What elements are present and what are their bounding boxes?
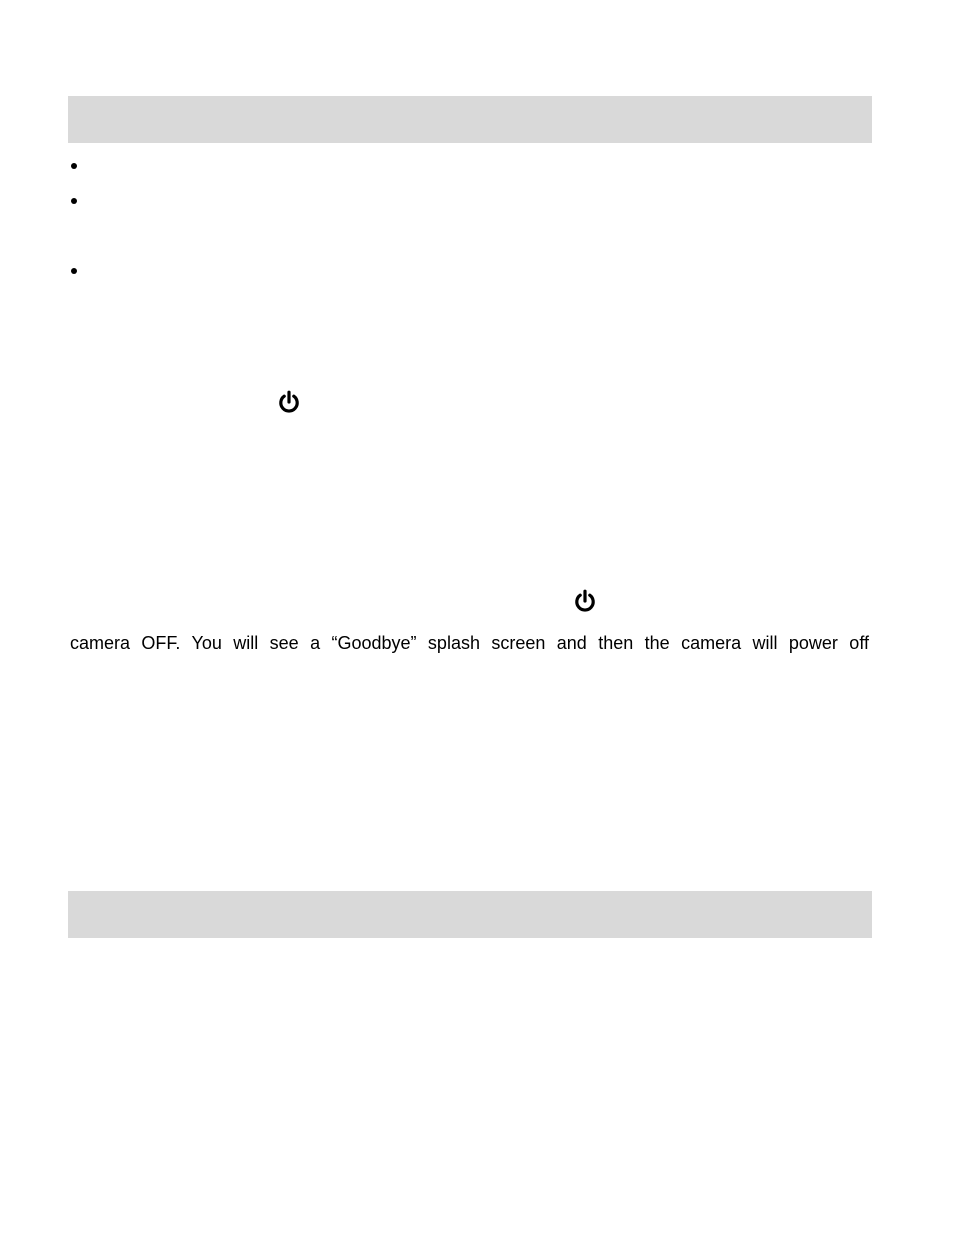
power-icon [276,389,302,415]
section-header-band-bottom [68,891,872,938]
paragraph-line: camera OFF. You will see a “Goodbye” splash screen and then the camera will power off [70,633,869,653]
bullet-2 [71,198,77,204]
bullet-1 [71,163,77,169]
section-header-band-top [68,96,872,143]
bullet-3 [71,268,77,274]
power-icon [572,588,598,614]
